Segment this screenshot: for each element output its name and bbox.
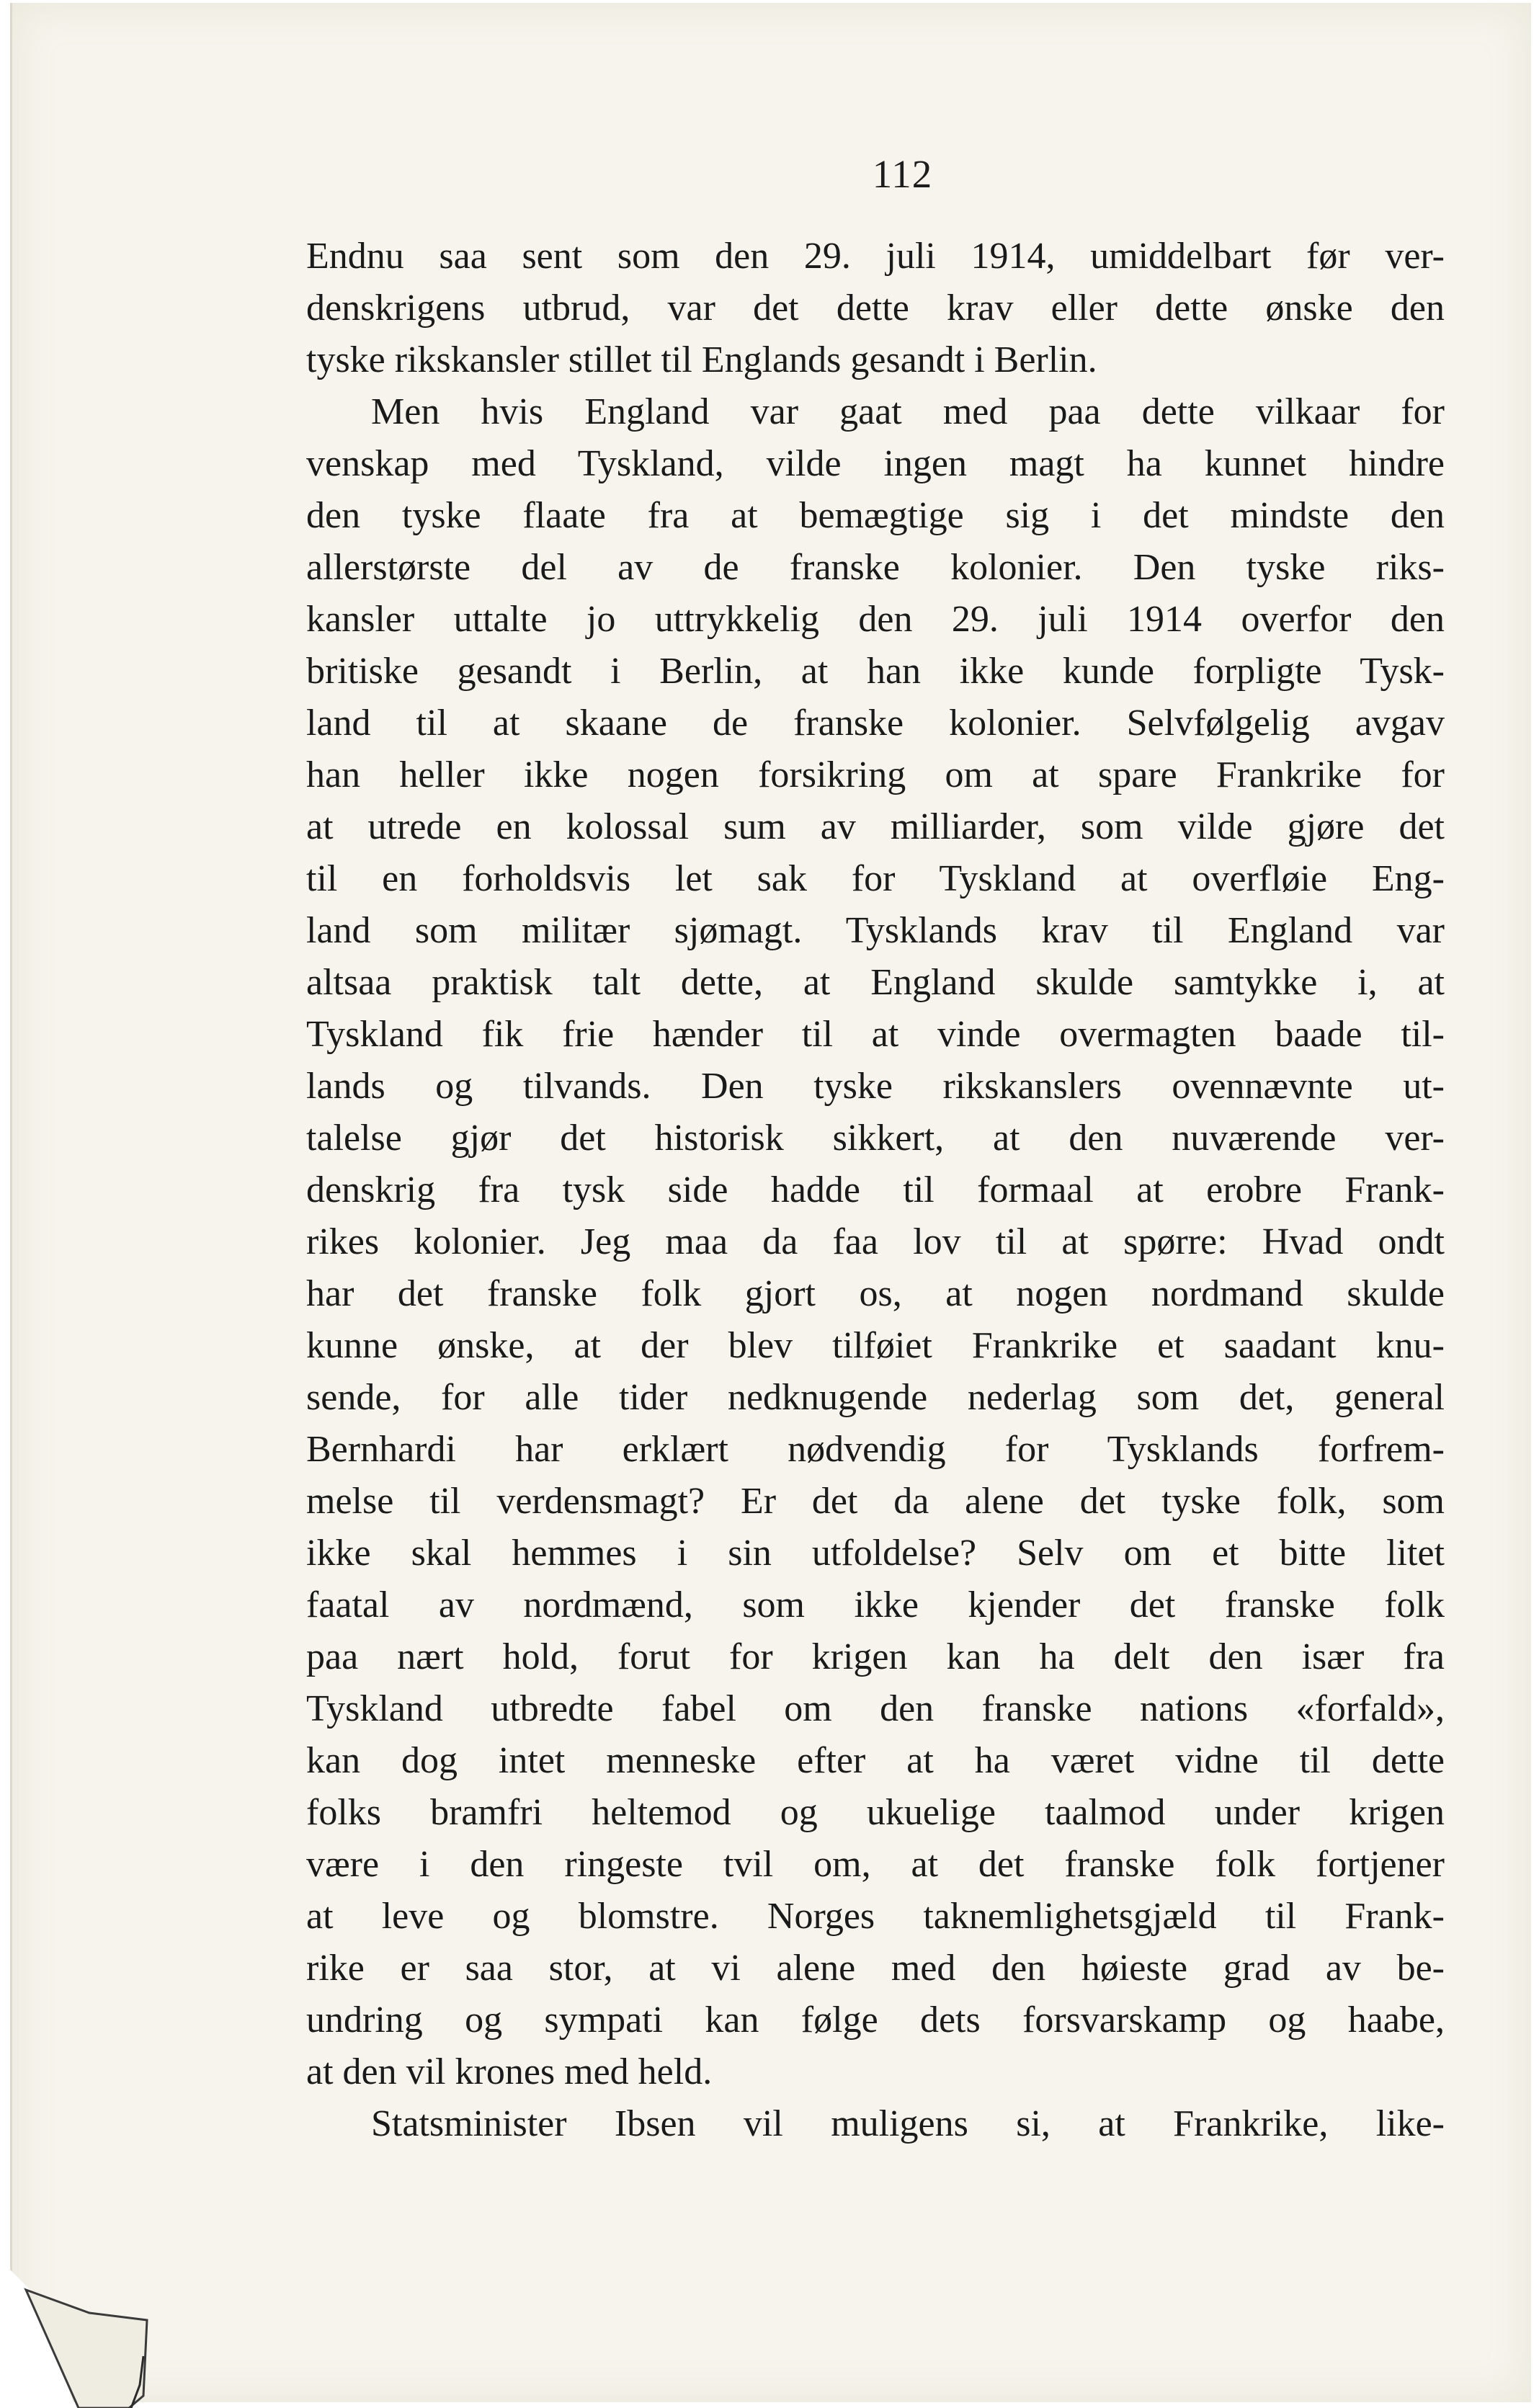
text-line: Tyskland utbredte fabel om den franske nations «forfald»,	[306, 1688, 1445, 1729]
text-line: Statsminister Ibsen vil muligens si, at Frankrike, like-	[371, 2103, 1445, 2144]
text-line: være i den ringeste tvil om, at det franske folk fortjener	[306, 1844, 1445, 1885]
text-line: har det franske folk gjort os, at nogen nordmand skulde	[306, 1273, 1445, 1314]
text-line: land til at skaane de franske kolonier. Selvfølgelig avgav	[306, 703, 1445, 744]
text-line: venskap med Tyskland, vilde ingen magt ha kunnet hindre	[306, 443, 1445, 484]
text-line: kansler uttalte jo uttrykkelig den 29. juli 1914 overfor den	[306, 599, 1445, 640]
text-line: kan dog intet menneske efter at ha været vidne til dette	[306, 1740, 1445, 1781]
text-line: at utrede en kolossal sum av milliarder, som vilde gjøre det	[306, 806, 1445, 847]
text-line: rike er saa stor, at vi alene med den høieste grad av be-	[306, 1948, 1445, 1989]
text-line: Endnu saa sent som den 29. juli 1914, umiddelbart før ver-	[306, 236, 1445, 277]
text-line: faatal av nordmænd, som ikke kjender det franske folk	[306, 1584, 1445, 1626]
text-line: at den vil krones med held.	[306, 2051, 713, 2092]
text-line: ikke skal hemmes i sin utfoldelse? Selv om et bitte litet	[306, 1533, 1445, 1574]
body-text	[306, 231, 1445, 2150]
text-line: melse til verdensmagt? Er det da alene det tyske folk, som	[306, 1481, 1445, 1522]
text-line: til en forholdsvis let sak for Tyskland at overfløie Eng-	[306, 858, 1445, 899]
text-line: allerstørste del av de franske kolonier. Den tyske riks-	[306, 547, 1445, 588]
text-line: sende, for alle tider nedknugende nederlag som det, general	[306, 1377, 1445, 1418]
text-line: Men hvis England var gaat med paa dette vilkaar for	[371, 391, 1445, 432]
text-line: britiske gesandt i Berlin, at han ikke kunde forpligte Tysk-	[306, 651, 1445, 692]
text-line: land som militær sjømagt. Tysklands krav til England var	[306, 910, 1445, 951]
text-line: kunne ønske, at der blev tilføiet Frankrike et saadant knu-	[306, 1325, 1445, 1366]
text-line: undring og sympati kan følge dets forsvarskamp og haabe,	[306, 1999, 1445, 2041]
text-line: at leve og blomstre. Norges taknemlighetsgjæld til Frank-	[306, 1896, 1445, 1937]
text-line: folks bramfri heltemod og ukuelige taalmod under krigen	[306, 1792, 1445, 1833]
text-line: den tyske flaate fra at bemægtige sig i det mindste den	[306, 495, 1445, 536]
text-line: denskrig fra tysk side hadde til formaal at erobre Frank-	[306, 1169, 1445, 1210]
text-line: han heller ikke nogen forsikring om at spare Frankrike for	[306, 754, 1445, 795]
text-line: tyske rikskansler stillet til Englands gesandt i Berlin.	[306, 339, 1097, 380]
text-line: altsaa praktisk talt dette, at England skulde samtykke i, at	[306, 962, 1445, 1003]
page-number: 112	[872, 152, 933, 196]
text-line: paa nært hold, forut for krigen kan ha delt den især fra	[306, 1636, 1445, 1677]
folded-corner	[10, 2270, 154, 2408]
text-line: Tyskland fik frie hænder til at vinde overmagten baade til-	[306, 1014, 1445, 1055]
text-line: rikes kolonier. Jeg maa da faa lov til at spørre: Hvad ondt	[306, 1221, 1445, 1262]
text-line: lands og tilvands. Den tyske rikskanslers ovennævnte ut-	[306, 1066, 1445, 1107]
text-line: Bernhardi har erklært nødvendig for Tysklands forfrem-	[306, 1429, 1445, 1470]
text-line: talelse gjør det historisk sikkert, at den nuværende ver-	[306, 1118, 1445, 1159]
text-line: denskrigens utbrud, var det dette krav eller dette ønske den	[306, 287, 1445, 329]
